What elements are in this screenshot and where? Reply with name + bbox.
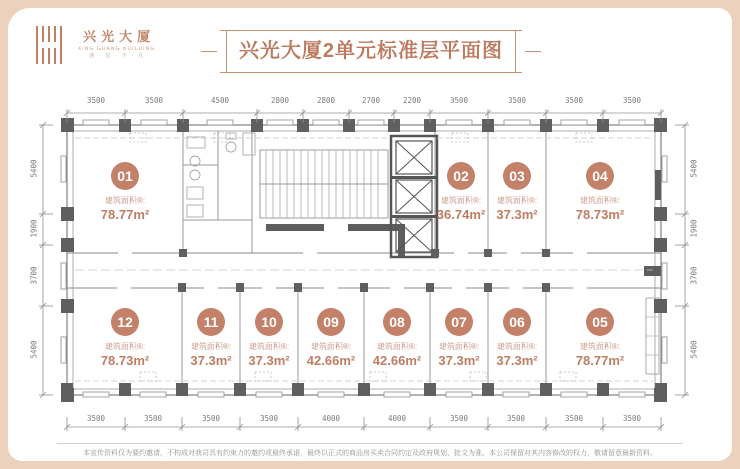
- dim-label: 5400: [689, 340, 699, 359]
- area-value: 78.73m²: [100, 353, 150, 368]
- dim-label: 2200: [402, 96, 422, 105]
- room-number-badge: 01: [111, 162, 139, 190]
- title-corner-tick: [220, 30, 227, 31]
- room-number-badge: 04: [586, 162, 614, 190]
- footer-divider: [57, 443, 683, 444]
- area-label: 建筑面积®:: [440, 196, 482, 205]
- area-label: 建筑面积®:: [376, 342, 418, 351]
- room-label-03: [472, 162, 562, 222]
- room-number-badge: 08: [383, 308, 411, 336]
- area-value: 78.77m²: [100, 207, 150, 222]
- dim-label: 4000: [321, 414, 341, 423]
- dim-label: 4500: [210, 96, 230, 105]
- room-label-12: [80, 308, 170, 368]
- dim-label: 3500: [144, 96, 164, 105]
- area-value: 78.77m²: [575, 353, 625, 368]
- area-label: 建筑面积®:: [248, 342, 290, 351]
- dim-label: 4000: [387, 414, 407, 423]
- logo-mark-icon: [34, 24, 64, 66]
- dim-label: 5400: [689, 159, 699, 178]
- logo-text: [71, 29, 162, 60]
- dim-label: 1900: [689, 219, 699, 238]
- room-number-badge: 07: [445, 308, 473, 336]
- logo-name-en: XING GUANG BUILDING: [77, 46, 156, 52]
- room-number-badge: 05: [586, 308, 614, 336]
- area-value: 78.73m²: [575, 207, 625, 222]
- title-corner-tick: [220, 72, 227, 73]
- brand-logo: [34, 24, 162, 66]
- disclaimer-text: 本宣传资料仅为要约邀请，不构成对我司具有约束力的邀约或最终承诺，最终以正式的商品房买卖合同约定及政府规划、批文为准。本公司保留对其内容修改的权力，敬请留意最新资料。: [83, 450, 657, 457]
- dim-label: 2800: [270, 96, 290, 105]
- room-number-badge: 06: [503, 308, 531, 336]
- area-label: 建筑面积®:: [579, 342, 621, 351]
- dim-label: 3500: [86, 414, 106, 423]
- area-value: 36.74m²: [436, 207, 486, 222]
- dim-label: 3500: [259, 414, 279, 423]
- dim-label: 3500: [506, 414, 526, 423]
- area-label: 建筑面积®:: [438, 342, 480, 351]
- dim-label: 3500: [622, 96, 642, 105]
- dim-label: 3500: [564, 414, 584, 423]
- dim-label: 2700: [361, 96, 381, 105]
- room-label-06: [472, 308, 562, 368]
- title-corner-tick: [515, 72, 522, 73]
- logo-slogan: 遇 · 见 · 不 · 凡: [88, 53, 145, 59]
- room-number-badge: 12: [111, 308, 139, 336]
- room-number-badge: 09: [317, 308, 345, 336]
- content-panel: [8, 8, 732, 461]
- area-value: 37.3m²: [496, 207, 538, 222]
- dim-label: 3500: [86, 96, 106, 105]
- dim-label: 3500: [143, 414, 163, 423]
- room-label-01: [80, 162, 170, 222]
- room-number-badge: 03: [503, 162, 531, 190]
- dim-label: 3500: [449, 96, 469, 105]
- dim-label: 5400: [29, 340, 39, 359]
- area-label: 建筑面积®:: [104, 196, 146, 205]
- area-label: 建筑面积®:: [496, 196, 538, 205]
- dim-label: 1900: [29, 219, 39, 238]
- area-label: 建筑面积®:: [579, 196, 621, 205]
- room-label-04: [555, 162, 645, 222]
- dim-label: 3500: [449, 414, 469, 423]
- area-value: 37.3m²: [438, 353, 480, 368]
- logo-name-cn: 兴光大厦: [83, 29, 156, 45]
- dim-label: 5400: [29, 159, 39, 178]
- room-label-05: [555, 308, 645, 368]
- area-value: 37.3m²: [190, 353, 232, 368]
- area-label: 建筑面积®:: [190, 342, 232, 351]
- room-number-badge: 11: [197, 308, 225, 336]
- room-number-badge: 02: [447, 162, 475, 190]
- dim-label: 3500: [507, 96, 527, 105]
- dim-label: 3500: [564, 96, 584, 105]
- area-value: 42.66m²: [306, 353, 356, 368]
- dim-label: 3700: [29, 266, 39, 285]
- area-value: 37.3m²: [248, 353, 290, 368]
- area-value: 37.3m²: [496, 353, 538, 368]
- page-title: 兴光大厦2单元标准层平面图: [238, 40, 504, 62]
- dim-label: 2800: [316, 96, 336, 105]
- dim-label: 3700: [689, 266, 699, 285]
- page-title-box: [226, 30, 516, 73]
- area-label: 建筑面积®:: [496, 342, 538, 351]
- area-label: 建筑面积®:: [104, 342, 146, 351]
- room-number-badge: 10: [255, 308, 283, 336]
- title-corner-tick: [515, 30, 522, 31]
- area-value: 42.66m²: [372, 353, 422, 368]
- dim-label: 3500: [201, 414, 221, 423]
- dim-label: 3500: [622, 414, 642, 423]
- area-label: 建筑面积®:: [310, 342, 352, 351]
